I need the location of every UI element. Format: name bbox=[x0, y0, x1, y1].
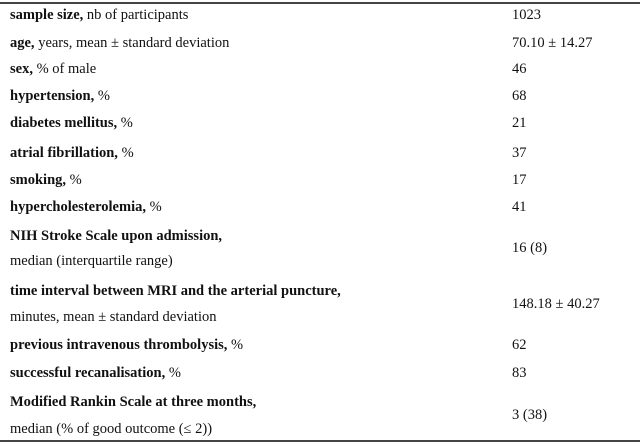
row-label-detail: % bbox=[165, 365, 181, 381]
row-label-bold: time interval between MRI and the arterial puncture, bbox=[10, 283, 341, 299]
row-value: 62 bbox=[512, 337, 527, 353]
row-label-detail: % bbox=[117, 145, 134, 161]
row-value: 148.18 ± 40.27 bbox=[512, 296, 600, 312]
row-label bbox=[10, 172, 82, 189]
bottom-rule bbox=[0, 440, 640, 442]
row-label bbox=[10, 7, 188, 24]
row-label-detail: % of male bbox=[32, 61, 97, 77]
row-label-bold: previous intravenous thrombolysis, bbox=[10, 337, 228, 353]
row-label-detail: % bbox=[117, 115, 133, 131]
row-label-detail: median (interquartile range) bbox=[10, 253, 173, 269]
row-label-detail: % bbox=[66, 172, 82, 188]
row-label-bold: atrial fibrillation, bbox=[10, 145, 118, 161]
row-value: 37 bbox=[512, 145, 527, 161]
row-label-bold: successful recanalisation, bbox=[10, 365, 166, 381]
row-label bbox=[10, 199, 162, 216]
top-rule bbox=[0, 2, 640, 4]
row-label bbox=[10, 228, 222, 245]
row-value: 41 bbox=[512, 199, 527, 215]
row-label bbox=[10, 115, 133, 132]
row-label-detail: median (% of good outcome (≤ 2)) bbox=[10, 421, 213, 437]
row-label-bold: smoking, bbox=[10, 172, 67, 188]
row-label-detail: minutes, mean ± standard deviation bbox=[10, 309, 217, 325]
row-label bbox=[10, 145, 134, 162]
row-label bbox=[10, 35, 229, 52]
row-label-detail: % bbox=[145, 199, 162, 215]
row-label-bold: age, bbox=[10, 35, 35, 51]
row-value: 68 bbox=[512, 88, 527, 104]
row-value: 21 bbox=[512, 115, 527, 131]
row-label-detail: years, mean ± standard deviation bbox=[34, 35, 230, 51]
row-label bbox=[10, 88, 110, 105]
row-value: 1023 bbox=[512, 7, 541, 23]
row-label-detail: % bbox=[227, 337, 244, 353]
row-label bbox=[10, 394, 256, 411]
row-label-detail: nb of participants bbox=[83, 7, 189, 23]
row-label-bold: hypertension, bbox=[10, 88, 95, 104]
row-label-bold: diabetes mellitus, bbox=[10, 115, 118, 131]
row-value: 3 (38) bbox=[512, 407, 548, 423]
row-value: 83 bbox=[512, 365, 527, 381]
row-value: 17 bbox=[512, 172, 527, 188]
row-label bbox=[10, 61, 96, 78]
row-value: 70.10 ± 14.27 bbox=[512, 35, 593, 51]
row-label-bold: Modified Rankin Scale at three months, bbox=[10, 394, 257, 410]
row-label-bold: NIH Stroke Scale upon admission, bbox=[10, 228, 223, 244]
row-label-detail: % bbox=[94, 88, 110, 104]
row-value: 16 (8) bbox=[512, 240, 548, 256]
row-label-bold: sample size, bbox=[10, 7, 84, 23]
row-label bbox=[10, 365, 181, 382]
row-label bbox=[10, 283, 341, 300]
row-value: 46 bbox=[512, 61, 527, 77]
row-label-bold: sex, bbox=[10, 61, 33, 77]
row-label-bold: hypercholesterolemia, bbox=[10, 199, 146, 215]
row-label bbox=[10, 337, 243, 354]
